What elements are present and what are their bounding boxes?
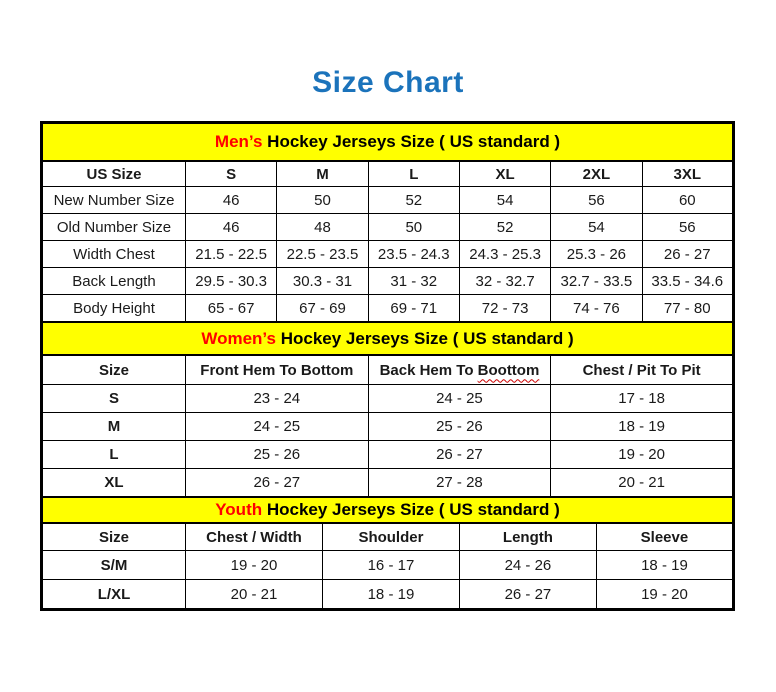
cell: 31 - 32 <box>368 268 459 295</box>
cell: 32 - 32.7 <box>459 268 550 295</box>
mens-section-title-rest: Hockey Jerseys Size ( US standard ) <box>262 132 561 151</box>
table-row <box>42 551 734 580</box>
womens-section-header-row <box>42 322 734 355</box>
mens-row-label: New Number Size <box>42 187 186 214</box>
cell: 18 - 19 <box>322 580 459 610</box>
cell: 69 - 71 <box>368 295 459 323</box>
cell: 19 - 20 <box>596 580 733 610</box>
youth-col-header: Length <box>459 523 596 551</box>
cell: 18 - 19 <box>551 413 734 441</box>
mens-col-header: 2XL <box>551 161 642 187</box>
table-row <box>42 413 734 441</box>
cell: 32.7 - 33.5 <box>551 268 642 295</box>
cell: 46 <box>186 214 277 241</box>
cell: 50 <box>368 214 459 241</box>
womens-row-label: S <box>42 385 186 413</box>
cell: 60 <box>642 187 733 214</box>
womens-section-title <box>42 322 734 355</box>
mens-header-row <box>42 161 734 187</box>
cell: 50 <box>277 187 368 214</box>
mens-row-label: Back Length <box>42 268 186 295</box>
table-row <box>42 268 734 295</box>
youth-col-header: Shoulder <box>322 523 459 551</box>
cell: 19 - 20 <box>186 551 323 580</box>
cell: 17 - 18 <box>551 385 734 413</box>
cell: 52 <box>459 214 550 241</box>
womens-col-header <box>368 355 551 385</box>
cell: 77 - 80 <box>642 295 733 323</box>
page-title: Size Chart <box>312 66 464 99</box>
cell: 33.5 - 34.6 <box>642 268 733 295</box>
cell: 52 <box>368 187 459 214</box>
cell: 26 - 27 <box>186 469 369 498</box>
cell: 65 - 67 <box>186 295 277 323</box>
cell: 20 - 21 <box>186 580 323 610</box>
cell: 21.5 - 22.5 <box>186 241 277 268</box>
cell: 67 - 69 <box>277 295 368 323</box>
mens-col-header: XL <box>459 161 550 187</box>
size-chart-table <box>40 121 735 611</box>
mens-row-label: Body Height <box>42 295 186 323</box>
cell: 23 - 24 <box>186 385 369 413</box>
cell: 74 - 76 <box>551 295 642 323</box>
youth-header-row <box>42 523 734 551</box>
cell: 26 - 27 <box>642 241 733 268</box>
youth-col-header: Sleeve <box>596 523 733 551</box>
mens-section-title <box>42 123 734 162</box>
cell: 30.3 - 31 <box>277 268 368 295</box>
cell: 22.5 - 23.5 <box>277 241 368 268</box>
cell: 56 <box>551 187 642 214</box>
cell: 26 - 27 <box>368 441 551 469</box>
cell: 16 - 17 <box>322 551 459 580</box>
cell: 48 <box>277 214 368 241</box>
cell: 24 - 26 <box>459 551 596 580</box>
youth-col-header: Chest / Width <box>186 523 323 551</box>
mens-section-header-row <box>42 123 734 162</box>
cell: 54 <box>459 187 550 214</box>
cell: 25.3 - 26 <box>551 241 642 268</box>
table-row <box>42 580 734 610</box>
cell: 29.5 - 30.3 <box>186 268 277 295</box>
table-row <box>42 441 734 469</box>
mens-col-header: M <box>277 161 368 187</box>
womens-row-label: M <box>42 413 186 441</box>
mens-col-header: US Size <box>42 161 186 187</box>
cell: 46 <box>186 187 277 214</box>
cell: 24.3 - 25.3 <box>459 241 550 268</box>
table-row <box>42 241 734 268</box>
mens-col-header: L <box>368 161 459 187</box>
cell: 18 - 19 <box>596 551 733 580</box>
cell: 19 - 20 <box>551 441 734 469</box>
womens-section-title-rest: Hockey Jerseys Size ( US standard ) <box>275 328 574 348</box>
cell: 23.5 - 24.3 <box>368 241 459 268</box>
cell: 25 - 26 <box>186 441 369 469</box>
table-row <box>42 214 734 241</box>
youth-section-header-row <box>42 497 734 523</box>
cell: 24 - 25 <box>186 413 369 441</box>
youth-section-title-rest: Hockey Jerseys Size ( US standard ) <box>262 500 560 519</box>
cell: 25 - 26 <box>368 413 551 441</box>
mens-row-label: Width Chest <box>42 241 186 268</box>
cell: 24 - 25 <box>368 385 551 413</box>
womens-section-title-highlight: Women’s <box>201 328 276 348</box>
womens-col-header: Chest / Pit To Pit <box>551 355 734 385</box>
cell: 20 - 21 <box>551 469 734 498</box>
womens-header-row <box>42 355 734 385</box>
cell: 72 - 73 <box>459 295 550 323</box>
cell: 56 <box>642 214 733 241</box>
womens-col-header: Size <box>42 355 186 385</box>
womens-row-label: L <box>42 441 186 469</box>
cell: 54 <box>551 214 642 241</box>
mens-row-label: Old Number Size <box>42 214 186 241</box>
youth-row-label: S/M <box>42 551 186 580</box>
mens-col-header: 3XL <box>642 161 733 187</box>
mens-col-header: S <box>186 161 277 187</box>
cell: 27 - 28 <box>368 469 551 498</box>
size-tables <box>40 121 735 611</box>
womens-col-header-misspelled-word: Boottom <box>477 361 540 379</box>
youth-section-title-highlight: Youth <box>215 500 263 519</box>
youth-row-label: L/XL <box>42 580 186 610</box>
womens-row-label: XL <box>42 469 186 498</box>
mens-section-title-highlight: Men’s <box>214 132 263 151</box>
cell: 26 - 27 <box>459 580 596 610</box>
table-row <box>42 295 734 323</box>
womens-col-header-prefix: Back Hem To <box>379 361 478 379</box>
table-row <box>42 385 734 413</box>
womens-col-header: Front Hem To Bottom <box>186 355 369 385</box>
table-row <box>42 469 734 498</box>
youth-section-title <box>42 497 734 523</box>
table-row <box>42 187 734 214</box>
youth-col-header: Size <box>42 523 186 551</box>
